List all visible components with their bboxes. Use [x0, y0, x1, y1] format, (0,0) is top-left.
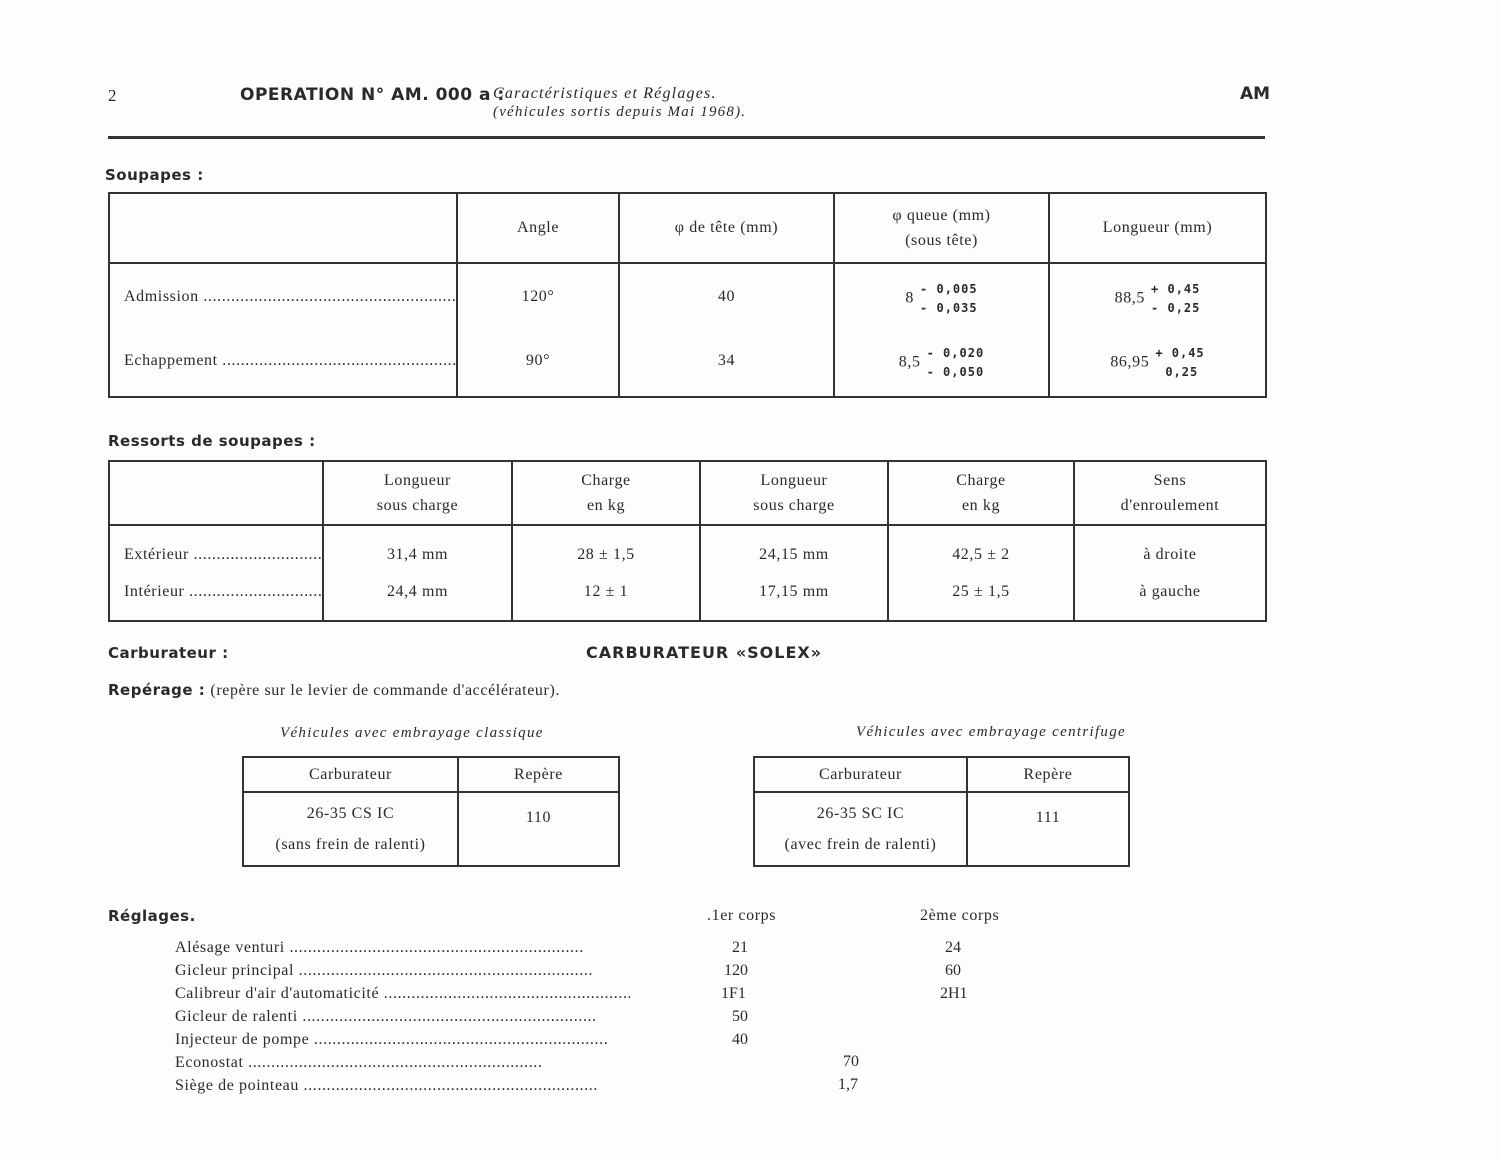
exterieur-longueur-2: 24,15 mm	[759, 546, 829, 563]
queue-admission: 8 - 0,005 - 0,035	[835, 280, 1048, 344]
interieur-longueur: 24,4 mm	[386, 583, 449, 600]
header-diam-tete: φ de tête (mm)	[619, 193, 834, 263]
classique-header-row	[243, 757, 619, 792]
header-charge-2: Charge en kg	[888, 461, 1074, 525]
interieur-sens: à gauche	[1139, 583, 1201, 600]
alesage-venturi-1er: 21	[732, 939, 748, 956]
reglage-row	[175, 962, 630, 985]
gicleur-ralenti-1er: 50	[732, 1008, 748, 1025]
centrifuge-model: 26-35 SC IC	[816, 805, 905, 822]
ressorts-body-row	[109, 525, 1266, 621]
ressorts-table	[108, 460, 1267, 622]
operation-title: OPERATION N° AM. 000 a :	[240, 85, 505, 105]
reperage-text: (repère sur le levier de commande d'accélérateur).	[210, 682, 560, 699]
section-carburateur-title: Carburateur :	[108, 644, 229, 662]
label-echappement: Echappement .....	[124, 352, 456, 370]
calibreur-air-2eme: 2H1	[940, 985, 968, 1002]
ressorts-header-row	[109, 461, 1266, 525]
reglage-row	[175, 1008, 630, 1031]
longueur-echappement-upper: + 0,45	[1155, 346, 1205, 360]
ressorts-labels	[109, 525, 323, 621]
reglages-col-1er-corps: .1er corps	[707, 907, 777, 924]
label-admission: Admission .....	[124, 288, 456, 352]
centrifuge-header-carburateur: Carburateur	[754, 757, 967, 792]
table-embrayage-centrifuge	[753, 756, 1130, 867]
soupapes-header-row	[109, 193, 1266, 263]
exterieur-charge: 28 ± 1,5	[577, 546, 635, 563]
header-diam-queue	[834, 193, 1049, 263]
queue-values	[834, 263, 1049, 397]
vehicle-code: AM	[1240, 84, 1271, 104]
ressorts-col3	[700, 525, 888, 621]
queue-admission-lower: - 0,035	[920, 301, 978, 315]
operation-subtitle-date: (véhicules sortis depuis Mai 1968).	[493, 104, 747, 120]
longueur-values	[1049, 263, 1266, 397]
ressorts-col2	[512, 525, 700, 621]
ressorts-col1	[323, 525, 512, 621]
page-number: 2	[108, 86, 117, 105]
ressorts-col4	[888, 525, 1074, 621]
classique-body-row	[243, 792, 619, 866]
classique-note: (sans frein de ralenti)	[275, 836, 426, 853]
longueur-admission-lower: - 0,25	[1151, 301, 1201, 315]
reglage-label: Gicleur de ralenti	[175, 1008, 298, 1025]
queue-echappement: 8,5 - 0,020 - 0,050	[835, 344, 1048, 382]
interieur-longueur-2: 17,15 mm	[759, 583, 829, 600]
label-interieur: Intérieur .....	[124, 583, 322, 601]
centrifuge-header-row	[754, 757, 1129, 792]
exterieur-sens: à droite	[1143, 546, 1197, 563]
angle-echappement: 90°	[525, 352, 551, 369]
reglage-label: Gicleur principal	[175, 962, 295, 979]
tete-admission: 40	[717, 288, 736, 305]
centrifuge-body-row	[754, 792, 1129, 866]
classique-header-carburateur: Carburateur	[243, 757, 458, 792]
header-sens-enroulement: Sens d'enroulement	[1074, 461, 1266, 525]
tete-values	[619, 263, 834, 397]
operation-subtitle: Caractéristiques et Réglages.	[493, 85, 717, 102]
table-embrayage-classique	[242, 756, 620, 867]
carburateur-model-title: CARBURATEUR «SOLEX»	[586, 643, 823, 662]
queue-admission-upper: - 0,005	[920, 282, 978, 296]
centrifuge-header-repere: Repère	[967, 757, 1129, 792]
classique-repere: 110	[458, 792, 619, 866]
caption-embrayage-classique: Véhicules avec embrayage classique	[280, 725, 544, 741]
header-longueur-sous-charge-2: Longueur sous charge	[700, 461, 888, 525]
header-angle: Angle	[457, 193, 619, 263]
reglage-row	[175, 1031, 630, 1054]
reglage-row	[175, 1054, 630, 1077]
classique-model: 26-35 CS IC	[306, 805, 395, 822]
angle-admission: 120°	[521, 288, 555, 305]
reglage-label: Alésage venturi	[175, 939, 285, 956]
caption-embrayage-centrifuge: Véhicules avec embrayage centrifuge	[856, 724, 1126, 740]
injecteur-pompe-1er: 40	[732, 1031, 748, 1048]
centrifuge-carburateur-cell	[754, 792, 967, 866]
angle-values	[457, 263, 619, 397]
header-cell-empty	[109, 461, 323, 525]
section-ressorts-title: Ressorts de soupapes :	[108, 432, 316, 450]
centrifuge-note: (avec frein de ralenti)	[784, 836, 937, 853]
longueur-admission-upper: + 0,45	[1151, 282, 1201, 296]
siege-pointeau-value: 1,7	[838, 1076, 858, 1093]
reglage-label: Calibreur d'air d'automaticité	[175, 985, 380, 1002]
reglage-label: Econostat	[175, 1054, 244, 1071]
reperage-label: Repérage :	[108, 681, 206, 699]
reglages-col-2eme-corps: 2ème corps	[920, 907, 1000, 924]
gicleur-principal-2eme: 60	[945, 962, 961, 979]
header-longueur: Longueur (mm)	[1049, 193, 1266, 263]
reglage-row	[175, 1077, 630, 1100]
ressorts-col5	[1074, 525, 1266, 621]
classique-carburateur-cell	[243, 792, 458, 866]
header-rule	[108, 136, 1265, 139]
queue-echappement-upper: - 0,020	[926, 346, 985, 360]
section-soupapes-title: Soupapes :	[105, 166, 204, 184]
alesage-venturi-2eme: 24	[945, 939, 961, 956]
header-longueur-sous-charge-1: Longueur sous charge	[323, 461, 512, 525]
soupapes-table	[108, 192, 1267, 398]
classique-header-repere: Repère	[458, 757, 619, 792]
interieur-charge-2: 25 ± 1,5	[952, 583, 1010, 600]
exterieur-charge-2: 42,5 ± 2	[952, 546, 1010, 563]
econostat-value: 70	[843, 1053, 859, 1070]
soupapes-body-row	[109, 263, 1266, 397]
gicleur-principal-1er: 120	[724, 962, 748, 979]
soupapes-labels	[109, 263, 457, 397]
reglage-label: Injecteur de pompe	[175, 1031, 310, 1048]
longueur-admission: 88,5 + 0,45 - 0,25	[1050, 280, 1265, 344]
header-charge-1: Charge en kg	[512, 461, 700, 525]
tete-echappement: 34	[717, 352, 736, 369]
reglage-row	[175, 939, 630, 962]
reglage-label: Siège de pointeau	[175, 1077, 299, 1094]
calibreur-air-1er: 1F1	[721, 985, 746, 1002]
header-diam-queue-l2: (sous tête)	[905, 232, 978, 249]
section-reglages-title: Réglages.	[108, 907, 196, 925]
label-exterieur: Extérieur .....	[124, 546, 322, 583]
header-cell-empty	[109, 193, 457, 263]
reglage-row	[175, 985, 630, 1008]
reperage-line	[108, 680, 560, 700]
centrifuge-repere: 111	[967, 792, 1129, 866]
longueur-echappement-lower: 0,25	[1165, 365, 1199, 379]
longueur-echappement: 86,95 + 0,45 0,25	[1050, 344, 1265, 382]
exterieur-longueur: 31,4 mm	[386, 546, 449, 563]
interieur-charge: 12 ± 1	[583, 583, 629, 600]
header-diam-queue-l1: φ queue (mm)	[892, 207, 991, 224]
queue-echappement-lower: - 0,050	[926, 365, 985, 379]
